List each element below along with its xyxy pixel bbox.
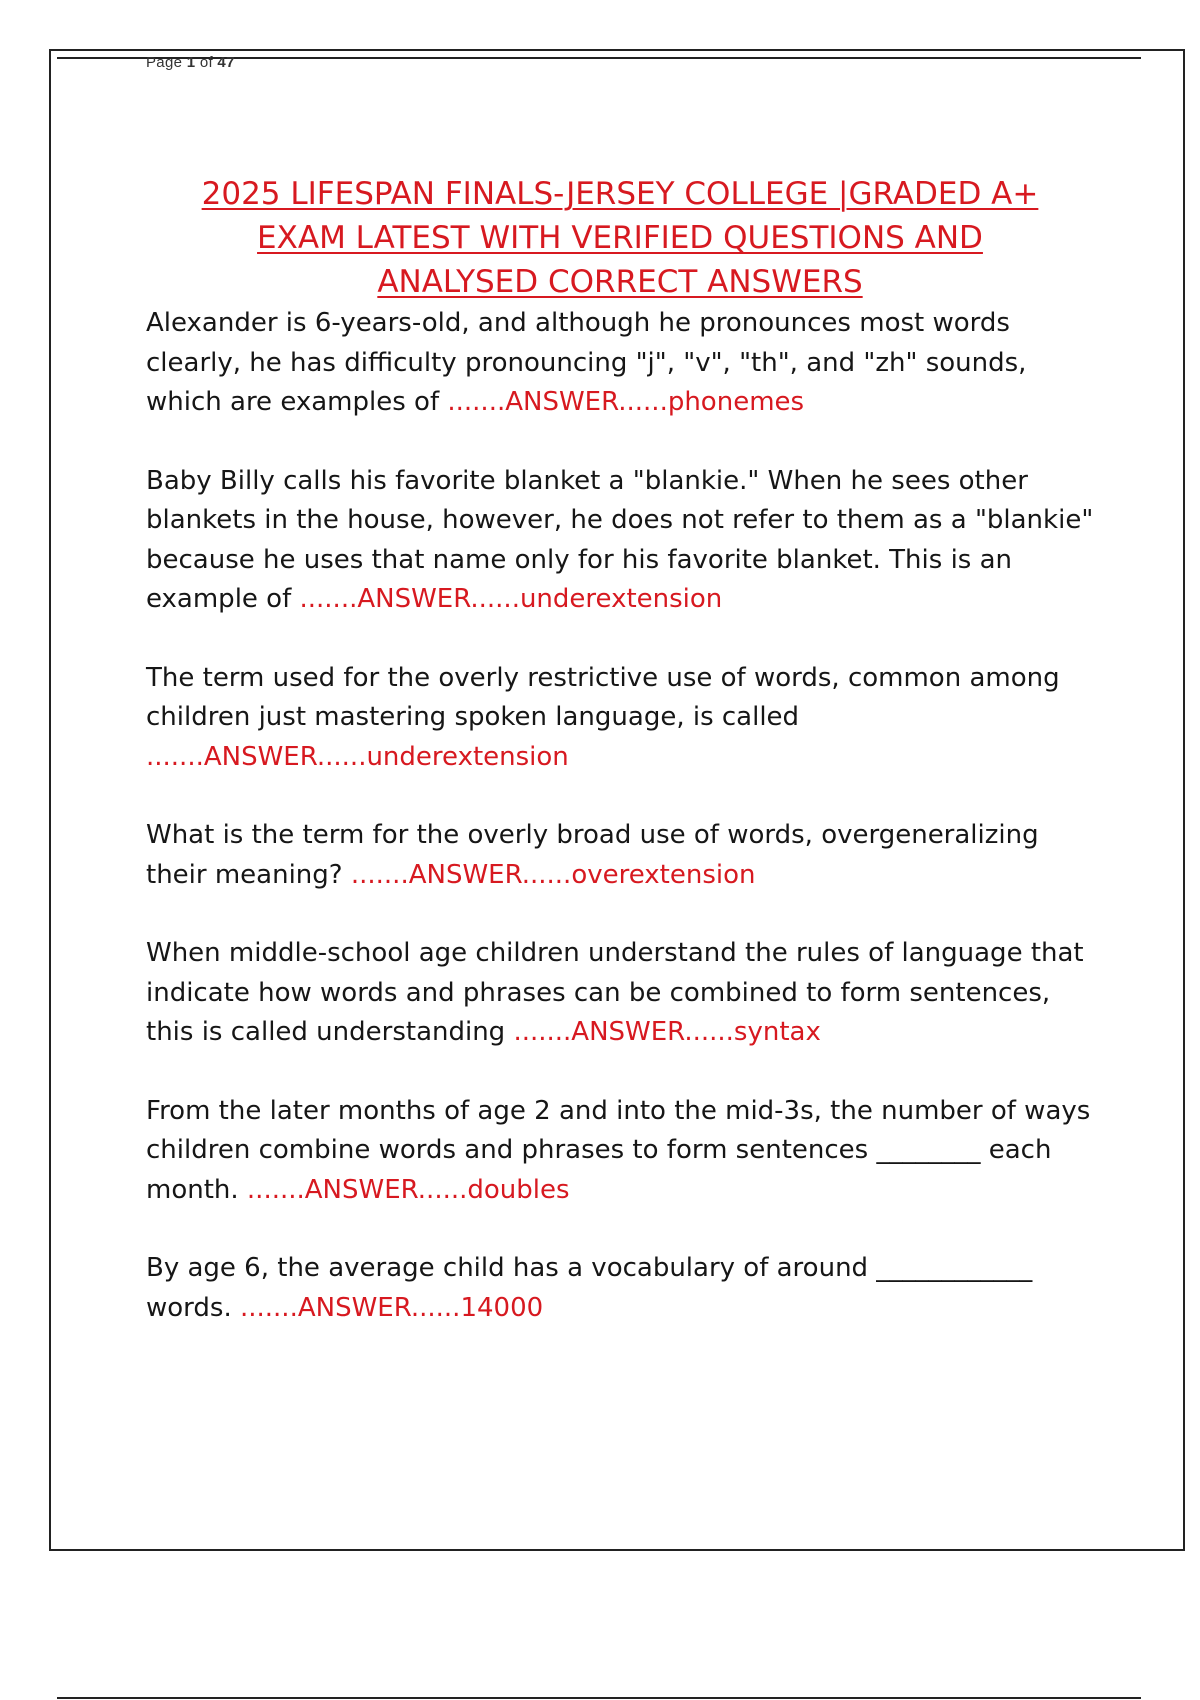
answer-text: .......ANSWER......overextension — [350, 859, 756, 890]
question-text: From the later months of age 2 and into the mid-3s, the number of ways children combine words and phrases to form sentences ________ each month. — [146, 1095, 1091, 1205]
answer-text: .......ANSWER......phonemes — [447, 387, 805, 417]
question-text: What is the term for the overly broad use of words, overgeneralizing their meaning? — [146, 820, 1039, 890]
question-item — [146, 304, 1096, 423]
question-item — [146, 934, 1096, 1053]
answer-text: .......ANSWER......14000 — [239, 1292, 544, 1323]
question-item — [146, 1249, 1096, 1328]
question-item — [146, 1092, 1096, 1211]
question-item — [146, 462, 1096, 620]
question-text: Alexander is 6-years-old, and although he pronounces most words clearly, he has difficulty pronouncing "j", "v", "th", and "zh" sounds, which are examples of — [146, 308, 1027, 417]
question-list — [146, 304, 1096, 1367]
title-line-2: EXAM LATEST WITH VERIFIED QUESTIONS AND — [257, 220, 983, 256]
page-of: of — [199, 54, 213, 71]
title-line-1: 2025 LIFESPAN FINALS-JERSEY COLLEGE |GRADED A+ — [201, 176, 1039, 212]
question-text: By age 6, the average child has a vocabulary of around ____________ words. — [146, 1253, 1033, 1323]
page-label: Page — [146, 54, 183, 71]
question-item — [146, 816, 1096, 895]
page-number — [146, 54, 235, 71]
question-text: Baby Billy calls his favorite blanket a "blankie." When he sees other blankets in the house, however, he does not refer to them as a "blankie" because he uses that name only for his favorite blanket. This is an example of — [146, 465, 1094, 614]
page-current: 1 — [186, 54, 196, 71]
answer-text: .......ANSWER......underextension — [299, 584, 723, 614]
question-text: When middle-school age children understand the rules of language that indicate how words and phrases can be combined to form sentences, this is called understanding — [146, 938, 1084, 1047]
title-line-3: ANALYSED CORRECT ANSWERS — [377, 264, 863, 300]
answer-text: .......ANSWER......doubles — [246, 1174, 570, 1205]
question-item — [146, 659, 1096, 778]
answer-text: .......ANSWER......underextension — [146, 741, 569, 772]
page-total: 47 — [217, 54, 235, 71]
footer-rule — [57, 1697, 1141, 1699]
document-title — [120, 172, 1120, 304]
question-text: The term used for the overly restrictive use of words, common among children just mastering spoken language, is called — [146, 662, 1060, 732]
answer-text: .......ANSWER......syntax — [513, 1017, 821, 1047]
